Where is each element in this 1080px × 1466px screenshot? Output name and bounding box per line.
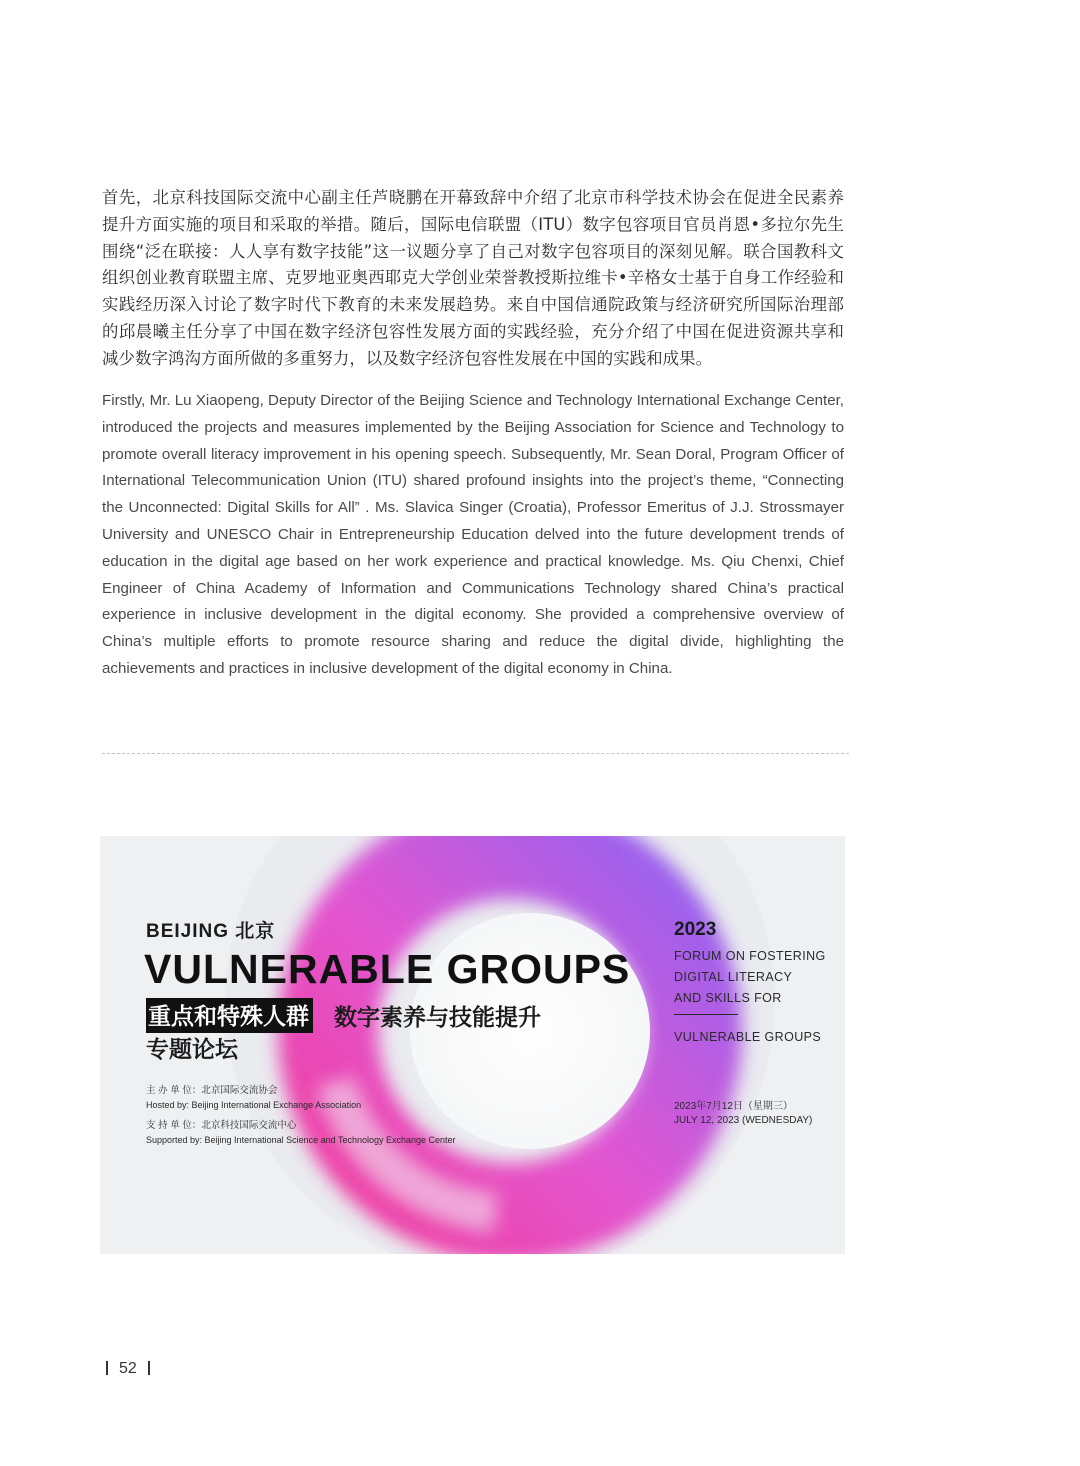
poster-zh-title-highlight: 重点和特殊人群	[146, 998, 313, 1033]
page-number-value: 52	[119, 1360, 137, 1377]
chinese-paragraph: 首先，北京科技国际交流中心副主任芦晓鹏在开幕致辞中介绍了北京市科学技术协会在促进全民素养提升方面实施的项目和采取的举措。随后，国际电信联盟（ITU）数字包容项目官员肖恩•多拉尔先生围绕“泛在联接：人人享有数字技能”这一议题分享了自己对数字包容项目的深刻见解。联合国教科文组织创业教育联盟主席、克罗地亚奥西耶克大学创业荣誉教授斯拉维卡•辛格女士基于自身工作经验和实践经历深入讨论了数字时代下教育的未来发展趋势。来自中国信通院政策与经济研究所国际治理部的邱晨曦主任分享了中国在数字经济包容性发展方面的实践经验，充分介绍了中国在促进资源共享和减少数字鸿沟方面所做的多重努力，以及数字经济包容性发展在中国的实践和成果。	[102, 188, 844, 368]
poster-rule	[674, 1014, 738, 1015]
page-number-right-bar	[148, 1361, 150, 1375]
poster-date-en: JULY 12, 2023 (WEDNESDAY)	[674, 1115, 813, 1126]
poster-forum-line1: FORUM ON FOSTERING	[674, 949, 826, 963]
poster-zh-title: 数字素养与技能提升	[334, 1004, 541, 1030]
poster-year: 2023	[674, 919, 717, 940]
poster-forum-line2: DIGITAL LITERACY	[674, 970, 793, 984]
poster-forum-title	[674, 946, 826, 1009]
poster-hosted-zh: 主 办 单 位：北京国际交流协会	[146, 1085, 278, 1096]
english-paragraph: Firstly, Mr. Lu Xiaopeng, Deputy Director of the Beijing Science and Technology International Exchange Center, introduced the projects and measures implemented by the Beijing Association for Science and Technology to promote overall literacy improvement in his opening speech. Subsequently, Mr. Sean Doral, Program Officer of International Telecommunication Union (ITU) shared profound insights into the project’s theme, “Connecting the Unconnected: Digital Skills for All” . Ms. Slavica Singer (Croatia), Professor Emeritus of J.J. Strossmayer University and UNESCO Chair in Entrepreneurship Education delved into the future development trends of education in the digital age based on her work experience and practical knowledge. Ms. Qiu Chenxi, Chief Engineer of China Academy of Information and Communications Technology shared China’s practical experience in inclusive development in the digital economy. She provided a comprehensive overview of China’s multiple efforts to promote resource sharing and reduce the digital divide, highlighting the achievements and practices in inclusive development of the digital economy in China.	[102, 392, 844, 677]
poster-date-zh: 2023年7月12日（星期三）	[674, 1101, 793, 1112]
forum-poster-image	[100, 836, 845, 1254]
page-number-left-bar	[106, 1361, 108, 1375]
poster-supported-en: Supported by: Beijing International Science and Technology Exchange Center	[146, 1135, 456, 1145]
poster-beijing-label: BEIJING 北京	[146, 921, 276, 942]
poster-hosted-en: Hosted by: Beijing International Exchange Association	[146, 1100, 362, 1110]
poster-zh-title-line2: 专题论坛	[146, 1036, 238, 1062]
poster-headline: VULNERABLE GROUPS	[144, 946, 631, 992]
poster-vulnerable-groups: VULNERABLE GROUPS	[674, 1030, 822, 1044]
page-number	[106, 1360, 161, 1378]
dashed-divider	[102, 753, 849, 754]
poster-forum-line3: AND SKILLS FOR	[674, 991, 782, 1005]
poster-supported-zh: 支 持 单 位：北京科技国际交流中心	[146, 1120, 297, 1131]
